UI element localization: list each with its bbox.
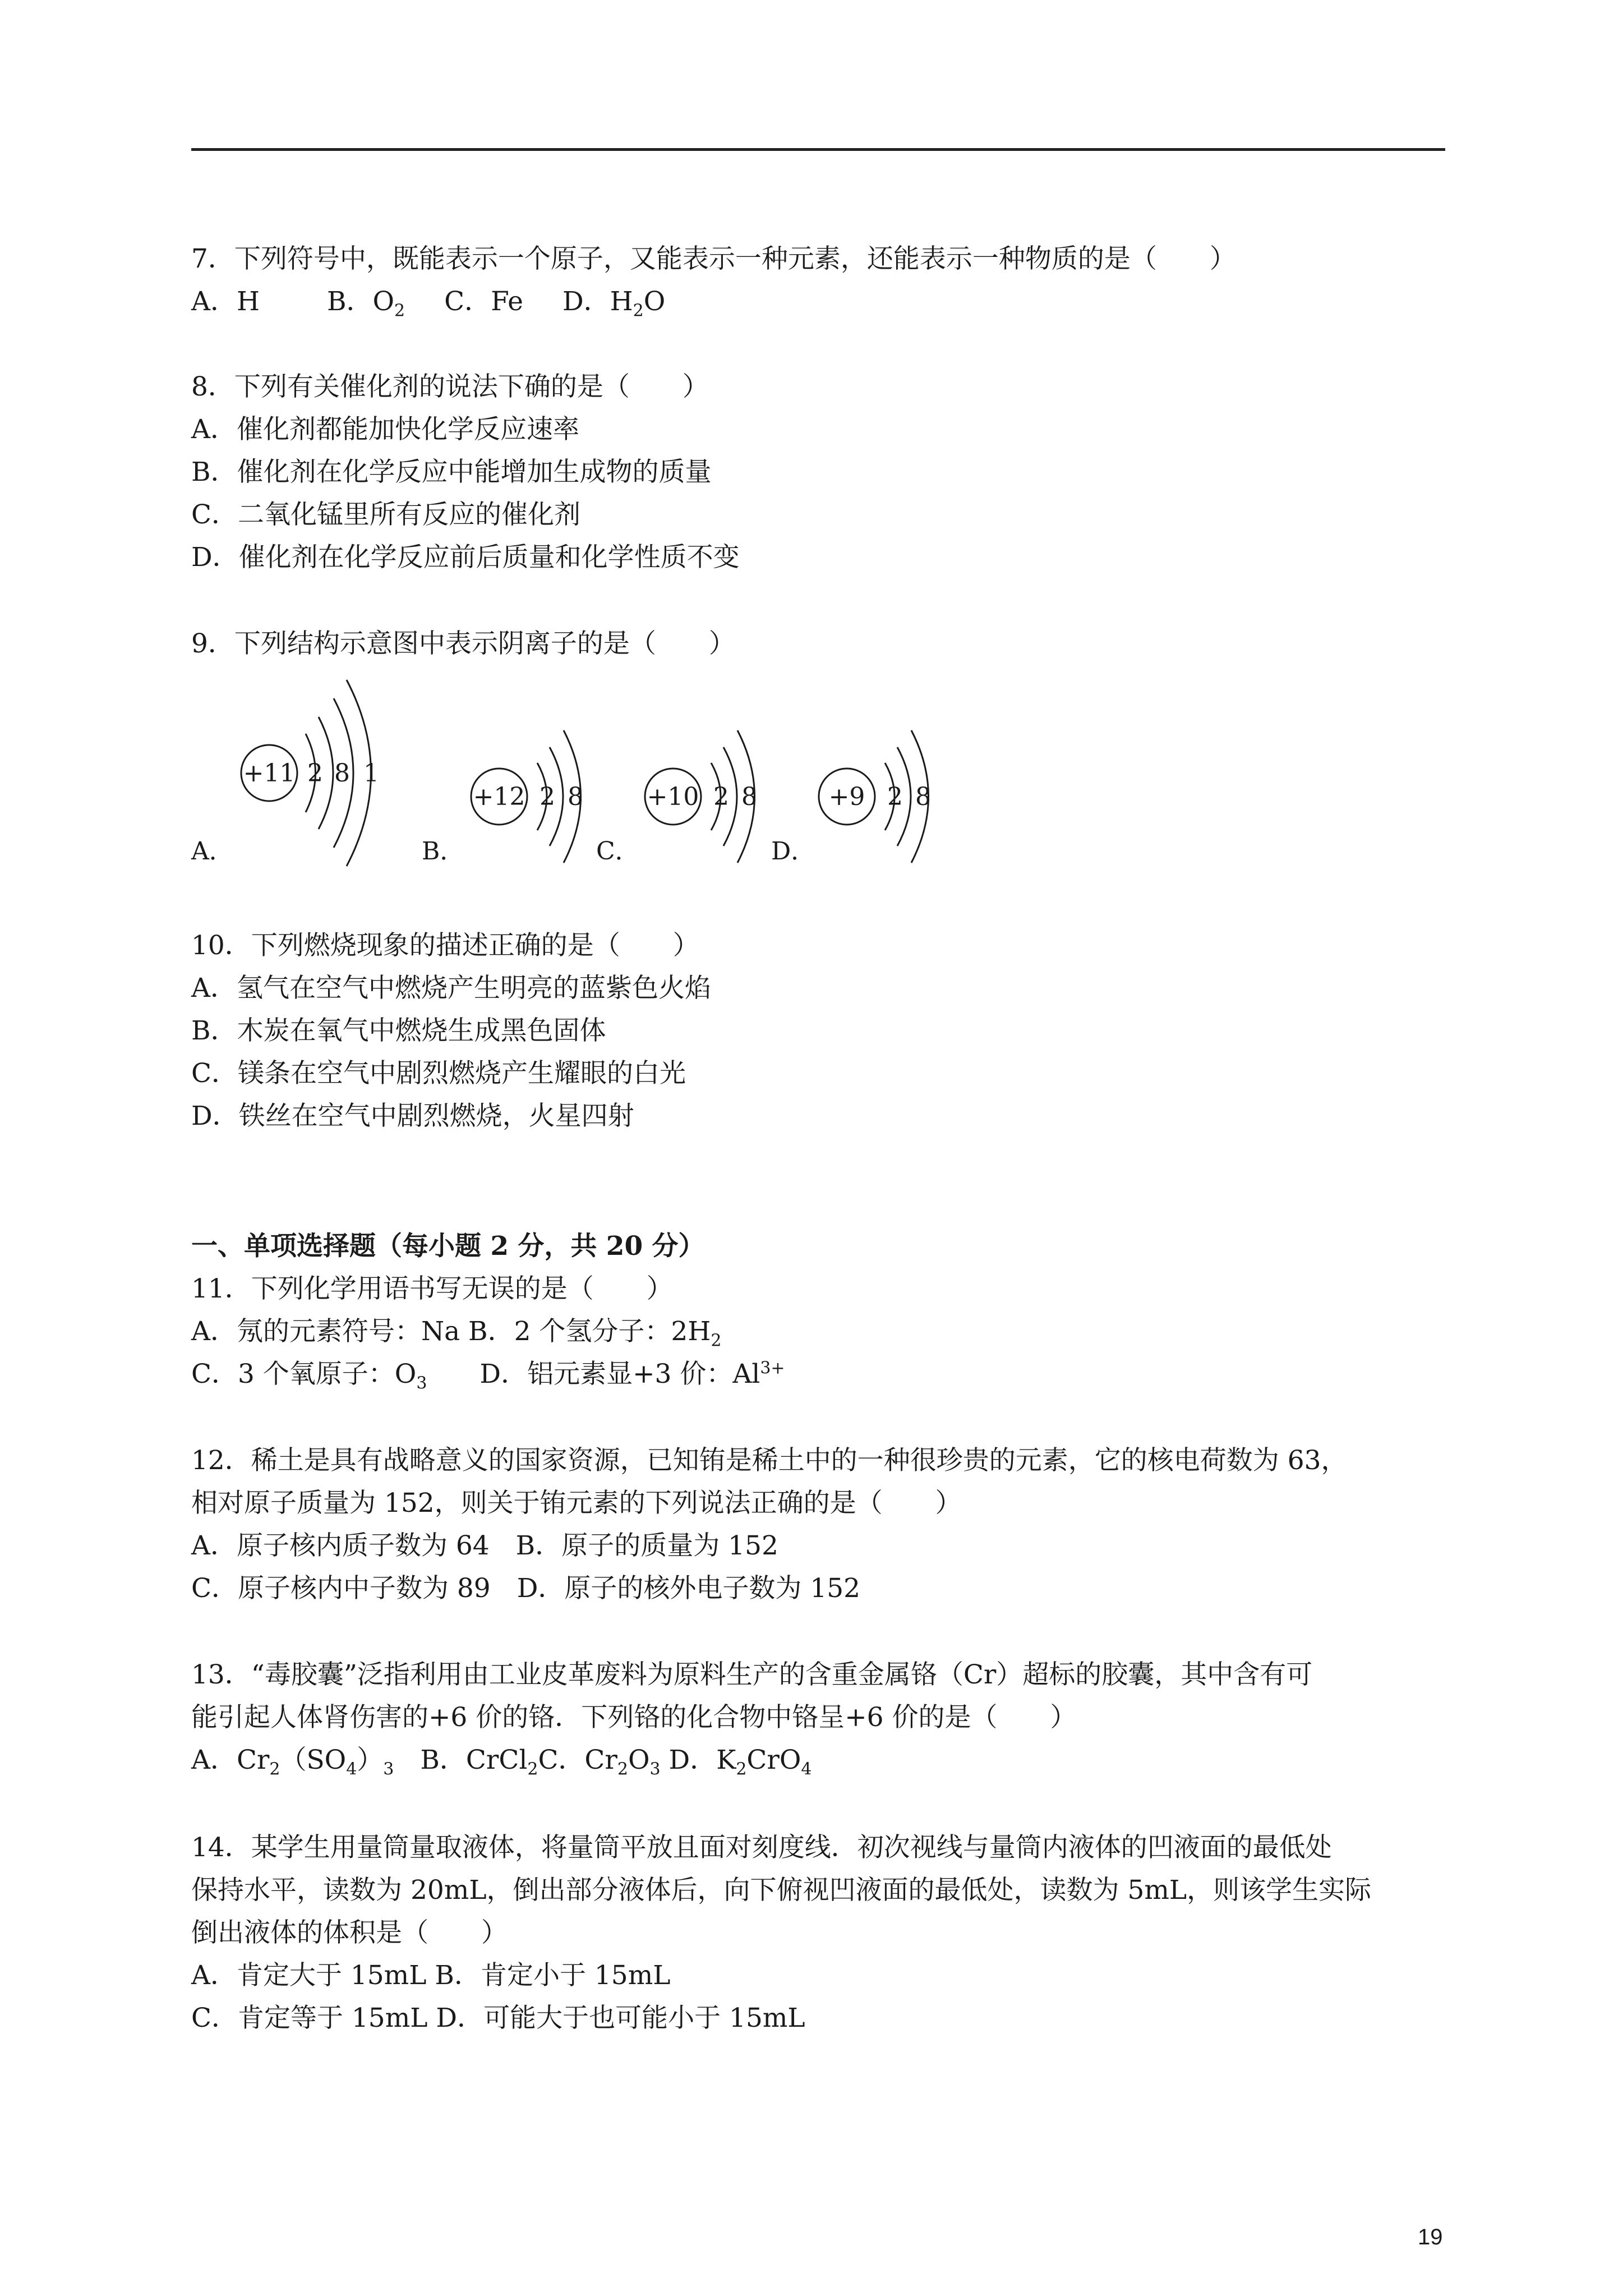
q13-stem-line2: 能引起人体肾伤害的+6 价的铬．下列铬的化合物中铬呈+6 价的是（ ） — [191, 1702, 1077, 1733]
q9-diagram-b-label: B． — [422, 837, 465, 866]
q10-stem: 10．下列燃烧现象的描述正确的是（ ） — [191, 930, 699, 961]
nucleus-charge: +9 — [828, 783, 865, 811]
q14-stem-line3: 倒出液体的体积是（ ） — [191, 1917, 508, 1948]
section-heading: 一、单项选择题（每小题 2 分，共 20 分） — [191, 1231, 705, 1262]
q7-option-d: D．$H_2O$ — [562, 286, 666, 321]
atom-diagram-a — [236, 673, 404, 875]
q12-options-line2: C．原子核内中子数为 89 D．原子的核外电子数为 152 — [191, 1573, 861, 1604]
q8-option-d: D．催化剂在化学反应前后质量和化学性质不变 — [191, 542, 740, 573]
nucleus-charge: +12 — [473, 783, 525, 811]
q14-stem-line2: 保持水平，读数为 20mL，倒出部分液体后，向下俯视凹液面的最低处，读数为 5mL，则该学生实际 — [191, 1875, 1372, 1906]
nucleus-charge: +10 — [647, 783, 699, 811]
q13-options: A．$Cr_2(SO_4)_3$ B．CrCl$_2$C．$Cr_2O_3$ D．$K_2CrO_4$ — [191, 1745, 812, 1779]
q12-stem-line1: 12．稀土是具有战略意义的国家资源，已知铕是稀土中的一种很珍贵的元素，它的核电荷数为 63， — [191, 1445, 1348, 1476]
q9-diagram-c-label: C． — [596, 837, 640, 866]
q13-stem-line1: 13．“毒胶囊”泛指利用由工业皮革废料为原料生产的含重金属铬（Cr）超标的胶囊，其中含有可 — [191, 1659, 1313, 1690]
q10-option-a: A．氢气在空气中燃烧产生明亮的蓝紫色火焰 — [191, 973, 711, 1004]
nucleus-charge: +11 — [243, 759, 296, 788]
atom-diagram-d — [813, 718, 948, 864]
q8-option-c: C．二氧化锰里所有反应的催化剂 — [191, 499, 580, 530]
q8-option-b: B．催化剂在化学反应中能增加生成物的质量 — [191, 457, 712, 487]
q12-stem-line2: 相对原子质量为 152，则关于铕元素的下列说法正确的是（ ） — [191, 1488, 962, 1519]
atom-diagram-c — [639, 718, 774, 864]
q10-option-b: B．木炭在氧气中燃烧生成黑色固体 — [191, 1015, 606, 1046]
q11-options-line1: A．氖的元素符号：Na B．2 个氢分子：$2H_2$ — [191, 1316, 722, 1351]
shell-1-electrons: 2 — [713, 783, 729, 811]
q14-options-line1: A．肯定大于 15mL B．肯定小于 15mL — [191, 1960, 671, 1991]
q7-options — [191, 285, 665, 319]
q11-stem: 11．下列化学用语书写无误的是（ ） — [191, 1273, 673, 1304]
q9-stem: 9．下列结构示意图中表示阴离子的是（ ） — [191, 628, 735, 659]
q8-option-a: A．催化剂都能加快化学反应速率 — [191, 414, 579, 445]
q14-stem-line1: 14．某学生用量筒量取液体，将量筒平放且面对刻度线．初次视线与量筒内液体的凹液面的最低处 — [191, 1832, 1332, 1863]
shell-3-electrons: 1 — [363, 759, 379, 788]
shell-2-electrons: 8 — [741, 783, 757, 811]
atom-diagram-b — [465, 718, 600, 864]
shell-1-electrons: 2 — [307, 759, 323, 788]
q7-option-b: B．$O_2$ — [326, 286, 405, 321]
q8-stem: 8．下列有关催化剂的说法下确的是（ ） — [191, 371, 709, 402]
page-number: 19 — [1418, 2225, 1443, 2249]
shell-2-electrons: 8 — [568, 783, 583, 811]
shell-1-electrons: 2 — [540, 783, 555, 811]
q12-options-line1: A．原子核内质子数为 64 B．原子的质量为 152 — [191, 1530, 778, 1561]
q11-options-line2: C．3 个氧原子：$O_3$ D．铝元素显+3 价：$Al^{3+}$ — [191, 1358, 785, 1393]
q9-diagram-a-label: A． — [191, 837, 234, 866]
header-rule — [191, 148, 1445, 151]
q7-stem: 7．下列符号中，既能表示一个原子，又能表示一种元素，还能表示一种物质的是（ ） — [191, 243, 1236, 274]
shell-1-electrons: 2 — [887, 783, 903, 811]
q14-options-line2: C．肯定等于 15mL D．可能大于也可能小于 15mL — [191, 2003, 805, 2033]
q7-option-a: A．H — [191, 286, 260, 317]
q10-option-c: C．镁条在空气中剧烈燃烧产生耀眼的白光 — [191, 1058, 686, 1089]
q10-option-d: D．铁丝在空气中剧烈燃烧，火星四射 — [191, 1101, 634, 1131]
shell-2-electrons: 8 — [334, 759, 350, 788]
q9-diagram-d-label: D． — [771, 837, 816, 866]
q7-option-c: C．Fe — [444, 286, 523, 317]
shell-2-electrons: 8 — [915, 783, 931, 811]
